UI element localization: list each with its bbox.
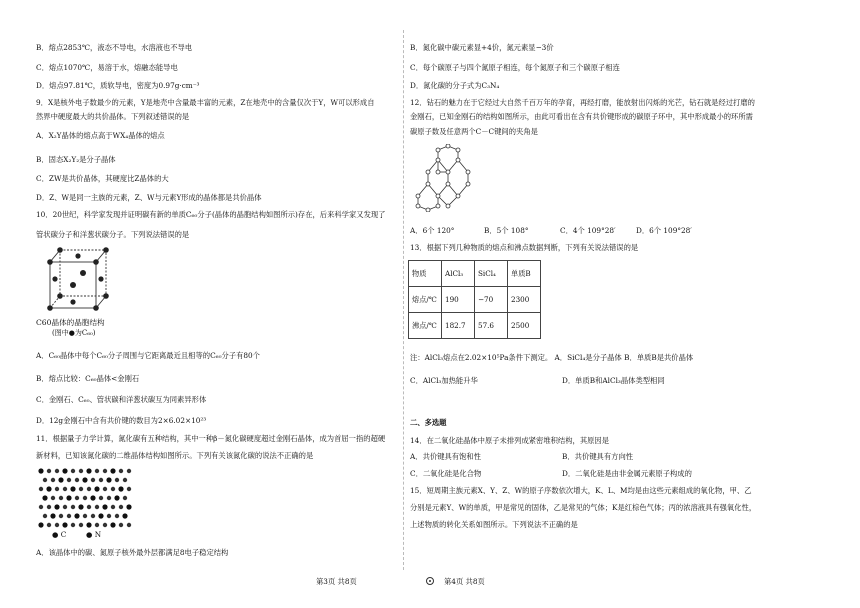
- nitrogen-atom: [75, 478, 79, 482]
- q11-option-c: C．每个碳原子与四个氮原子相连，每个氮原子和三个碳原子相连: [410, 63, 620, 72]
- q8-option-c: C．熔点1070℃，易溶于水，熔融态能导电: [36, 63, 178, 72]
- c60-unit-cell-diagram: [36, 244, 116, 316]
- carbon-atom: [46, 486, 51, 491]
- carbon-atom: [78, 504, 83, 509]
- carbon-atom: [98, 513, 103, 518]
- nitrogen-atom: [111, 487, 115, 491]
- table-cell: 沸点/℃: [409, 313, 442, 339]
- c60-caption-line1: C60晶体的晶胞结构: [36, 318, 105, 327]
- q15-stem-line1: 15．短周期主族元素X、Y、Z、W的原子序数依次增大，K、L、M均是由这些元素组成的氧化物，甲、乙: [410, 486, 752, 495]
- q14-option-d: D．二氧化硅是由非金属元素原子构成的: [562, 469, 692, 478]
- binding-mark-icon: [426, 577, 434, 585]
- nitrogen-atom: [51, 478, 55, 482]
- q9-option-d: D．Z、W是同一主族的元素，Z、W与元素Y形成的晶体都是共价晶体: [36, 193, 262, 202]
- nitrogen-atom: [103, 469, 107, 473]
- legend-n-label: ● N: [86, 530, 102, 539]
- nitrogen-atom: [127, 469, 131, 473]
- carbon-atom: [118, 486, 123, 491]
- q9-option-b: B．固态X₂Y₂是分子晶体: [36, 155, 116, 164]
- nitrogen-atom: [59, 496, 63, 500]
- q13-note: 注：AlCl₃熔点在2.02×10⁵Pa条件下测定。 A．SiCl₄是分子晶体 B．单质B是共价晶体: [410, 353, 694, 362]
- nitrogen-atom: [91, 478, 95, 482]
- carbon-atom: [74, 513, 79, 518]
- q11-option-a: A．该晶体中的碳、氮原子核外最外层都满足8电子稳定结构: [36, 548, 229, 557]
- table-cell: 2300: [508, 287, 541, 313]
- nitrogen-atom: [47, 505, 51, 509]
- nitrogen-atom: [79, 487, 83, 491]
- q10-stem-line1: 10．20世纪，科学家发现并证明碳有新的单质C₆₀分子(晶体的晶胞结构如图所示)存在，后来科学家又发现了: [36, 210, 386, 219]
- nitrogen-atom: [83, 496, 87, 500]
- q13-stem: 13．根据下列几种物质的熔点和沸点数据判断，下列有关说法错误的是: [410, 243, 639, 252]
- footer-right-page: 第4页 共8页: [444, 577, 485, 586]
- nitrogen-atom: [55, 523, 59, 527]
- carbon-atom: [82, 477, 87, 482]
- q14-option-a: A．共价键具有饱和性: [410, 452, 481, 461]
- nitrogen-atom: [115, 478, 119, 482]
- carbon-atom: [110, 468, 115, 473]
- nitrogen-atom: [99, 496, 103, 500]
- table-cell: 物质: [409, 261, 442, 287]
- q12-option-a: A．6个 120°: [410, 226, 455, 235]
- carbon-atom: [70, 486, 75, 491]
- page-divider: [403, 30, 404, 570]
- nitrogen-atom: [79, 523, 83, 527]
- q12-option-d: D．6个 109°28′: [636, 226, 692, 235]
- table-cell: 单质B: [508, 261, 541, 287]
- nitrogen-atom: [111, 505, 115, 509]
- q9-option-c: C．ZW是共价晶体，其硬度比Z晶体的大: [36, 174, 169, 183]
- q9-stem-line1: 9．X是核外电子数最少的元素，Y是地壳中含量最丰富的元素，Z在地壳中的含量仅次于Y，W可以形成自: [36, 98, 375, 107]
- table-cell: 2500: [508, 313, 541, 339]
- q12-option-c: C．4个 109°28′: [560, 226, 616, 235]
- carbon-atom: [62, 468, 67, 473]
- q15-stem-line2: 分别是元素Y、W的单质，甲是常见的固体，乙是常见的气体；K是红棕色气体；丙的浓溶液具有强氧化性，: [410, 503, 757, 512]
- nitrogen-atom: [127, 523, 131, 527]
- nitrogen-atom: [55, 469, 59, 473]
- nitrogen-atom: [55, 487, 59, 491]
- q15-stem-line3: 上述物质的转化关系如图所示。下列说法不正确的是: [410, 520, 578, 529]
- nitrogen-atom: [119, 523, 123, 527]
- carbon-atom: [94, 486, 99, 491]
- nitrogen-atom: [119, 469, 123, 473]
- carbon-atom: [42, 495, 47, 500]
- nitrogen-atom: [95, 505, 99, 509]
- q14-option-b: B．共价键具有方向性: [562, 452, 634, 461]
- q10-option-c: C．金刚石、C₆₀、管状碳和洋葱状碳互为同素异形体: [36, 395, 207, 404]
- carbon-atom: [38, 522, 43, 527]
- nitrogen-atom: [71, 523, 75, 527]
- q9-stem-line2: 然界中硬度最大的共价晶体。下列叙述错误的是: [36, 112, 190, 121]
- table-cell: AlCl₃: [442, 261, 475, 287]
- q12-stem-line3: 碳原子数及任意两个C－C键间的夹角是: [410, 127, 538, 136]
- q9-option-a: A．X₂Y晶体的熔点高于WX₄晶体的熔点: [36, 131, 165, 140]
- q11-stem-line1: 11．根据量子力学计算，氮化碳有五种结构，其中一种β－氮化碳硬度超过金刚石晶体，成为首屈一指的超硬: [36, 434, 386, 443]
- nitrogen-atom: [63, 487, 67, 491]
- carbon-atom: [122, 513, 127, 518]
- nitrogen-atom: [43, 478, 47, 482]
- carbon-atom: [110, 522, 115, 527]
- melting-boiling-table: [408, 260, 541, 339]
- q13-option-c: C．AlCl₃加热能升华: [410, 376, 478, 385]
- table-cell: 熔点/℃: [409, 287, 442, 313]
- diamond-structure-diagram: [412, 144, 480, 212]
- nitrogen-atom: [95, 523, 99, 527]
- carbon-atom: [54, 504, 59, 509]
- nitrogen-atom: [103, 487, 107, 491]
- q14-option-c: C．二氧化硅是化合物: [410, 469, 482, 478]
- nitrogen-atom: [51, 496, 55, 500]
- footer-left-page: 第3页 共8页: [316, 577, 357, 586]
- carbon-atom: [106, 477, 111, 482]
- nitrogen-atom: [39, 487, 43, 491]
- q12-stem-line2: 金刚石，已知金刚石的结构如图所示，由此可看出在含有共价键形成的碳原子环中，其中形成最小的环所需: [410, 112, 753, 121]
- nitrogen-atom: [103, 523, 107, 527]
- q10-option-d: D．12g金刚石中含有共价键的数目为2×6.02×10²³: [36, 416, 207, 425]
- q11-stem-line2: 新材料，已知该氮化碳的二维晶体结构如图所示。下列有关该氮化碳的说法不正确的是: [36, 451, 314, 460]
- table-cell: 182.7: [442, 313, 475, 339]
- q12-option-b: B．5个 108°: [484, 226, 529, 235]
- q8-option-b: B．熔点2853℃，液态不导电，水溶液也不导电: [36, 43, 193, 52]
- nitrogen-atom: [107, 514, 111, 518]
- nitrogen-atom: [123, 496, 127, 500]
- nitrogen-atom: [79, 469, 83, 473]
- table-cell: 190: [442, 287, 475, 313]
- q11-option-b: B．氮化碳中碳元素显+4价，氮元素显−3价: [410, 43, 554, 52]
- carbon-atom: [66, 495, 71, 500]
- table-cell: 57.6: [475, 313, 508, 339]
- table-cell: SiCl₄: [475, 261, 508, 287]
- nitrogen-atom: [67, 514, 71, 518]
- nitrogen-atom: [115, 514, 119, 518]
- nitrogen-atom: [43, 514, 47, 518]
- carbon-atom: [86, 468, 91, 473]
- q10-option-b: B．熔点比较：C₆₀晶体<金刚石: [36, 374, 140, 383]
- q8-option-d: D．熔点97.81℃，质软导电，密度为0.97g·cm⁻³: [36, 81, 200, 90]
- table-row: [409, 287, 541, 313]
- table-row: [409, 313, 541, 339]
- carbon-atom: [38, 468, 43, 473]
- nitrogen-atom: [119, 505, 123, 509]
- q14-stem: 14．在二氧化硅晶体中原子未排列成紧密堆积结构，其原因是: [410, 436, 610, 445]
- c60-caption-line2: (图中●为C₆₀): [52, 329, 96, 337]
- carbon-atom: [86, 522, 91, 527]
- carbon-nitride-lattice-diagram: [36, 466, 136, 530]
- carbon-atom: [50, 513, 55, 518]
- nitrogen-atom: [87, 505, 91, 509]
- nitrogen-atom: [59, 514, 63, 518]
- carbon-atom: [114, 495, 119, 500]
- nitrogen-atom: [87, 487, 91, 491]
- q12-stem-line1: 12．钻石的魅力在于它经过大自然千百万年的孕育，再经打磨，能放射出闪烁的光芒，钻石就是经过打磨的: [410, 98, 755, 107]
- nitrogen-atom: [127, 487, 131, 491]
- q10-option-a: A．C₆₀晶体中每个C₆₀分子周围与它距离最近且相等的C₆₀分子有80个: [36, 351, 260, 360]
- table-cell: −70: [475, 287, 508, 313]
- nitrogen-atom: [67, 478, 71, 482]
- nitrogen-atom: [99, 478, 103, 482]
- nitrogen-atom: [71, 505, 75, 509]
- nitrogen-atom: [123, 478, 127, 482]
- nitrogen-atom: [71, 469, 75, 473]
- q10-stem-line2: 管状碳分子和洋葱状碳分子。下列说法错误的是: [36, 230, 190, 239]
- legend-c-label: ● C: [52, 530, 67, 539]
- nitrogen-atom: [91, 514, 95, 518]
- nitrogen-atom: [63, 505, 67, 509]
- carbon-atom: [126, 504, 131, 509]
- legend-n-text: N: [94, 530, 102, 539]
- carbon-atom: [90, 495, 95, 500]
- legend-c-text: C: [60, 530, 67, 539]
- nitrogen-atom: [95, 469, 99, 473]
- nitrogen-atom: [75, 496, 79, 500]
- carbon-atom: [102, 504, 107, 509]
- carbon-atom: [62, 522, 67, 527]
- nitrogen-atom: [39, 505, 43, 509]
- section-title: 二、多选题: [410, 418, 447, 427]
- nitrogen-atom: [47, 523, 51, 527]
- nitrogen-atom: [107, 496, 111, 500]
- table-row: [409, 261, 541, 287]
- q13-option-d: D．单质B和AlCl₃晶体类型相同: [562, 376, 665, 385]
- nitrogen-atom: [47, 469, 51, 473]
- carbon-atom: [58, 477, 63, 482]
- nitrogen-atom: [83, 514, 87, 518]
- q11-option-d: D．氮化碳的分子式为C₃N₄: [410, 81, 500, 90]
